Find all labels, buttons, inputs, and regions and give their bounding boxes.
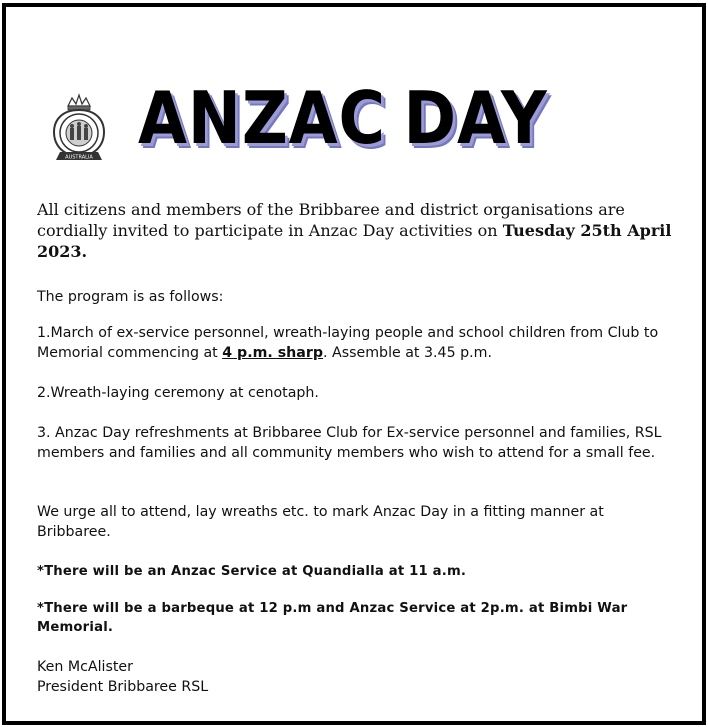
signature-name: Ken McAlister — [37, 659, 133, 675]
quandialla-note: *There will be an Anzac Service at Quandialla at 11 a.m. — [37, 564, 467, 579]
program-heading: The program is as follows: — [37, 289, 224, 305]
svg-text:AUSTRALIA: AUSTRALIA — [65, 154, 93, 161]
program-item-3: 3. Anzac Day refreshments at Bribbaree Club for Ex-service personnel and families, RSL members and families and all community members who wish to attend for a small fee. — [37, 425, 662, 461]
signature-role: President Bribbaree RSL — [37, 679, 209, 695]
urge-paragraph: We urge all to attend, lay wreaths etc. to mark Anzac Day in a fitting manner at Bribbaree. — [37, 504, 604, 540]
title-word-anzac: ANZAC — [138, 76, 386, 160]
march-time: 4 p.m. sharp — [222, 345, 323, 361]
page-title — [138, 76, 548, 160]
intro-paragraph: All citizens and members of the Bribbaree and district organisations are cordially invited to participate in Anzac Day activities on Tuesday 25th April 2023. — [37, 200, 672, 261]
program-item-2: 2.Wreath-laying ceremony at cenotaph. — [37, 385, 319, 401]
title-word-day: DAY — [403, 76, 548, 160]
rsl-badge-icon — [48, 92, 110, 166]
program-item-1: 1.March of ex-service personnel, wreath-laying people and school children from Club to Memorial commencing at 4 p.m. sharp. Assemble at 3.45 p.m. — [37, 325, 659, 361]
bimbi-note: *There will be a barbeque at 12 p.m and Anzac Service at 2p.m. at Bimbi War Memorial. — [37, 601, 628, 635]
event-date: Tuesday 25th April 2023. — [37, 221, 672, 261]
